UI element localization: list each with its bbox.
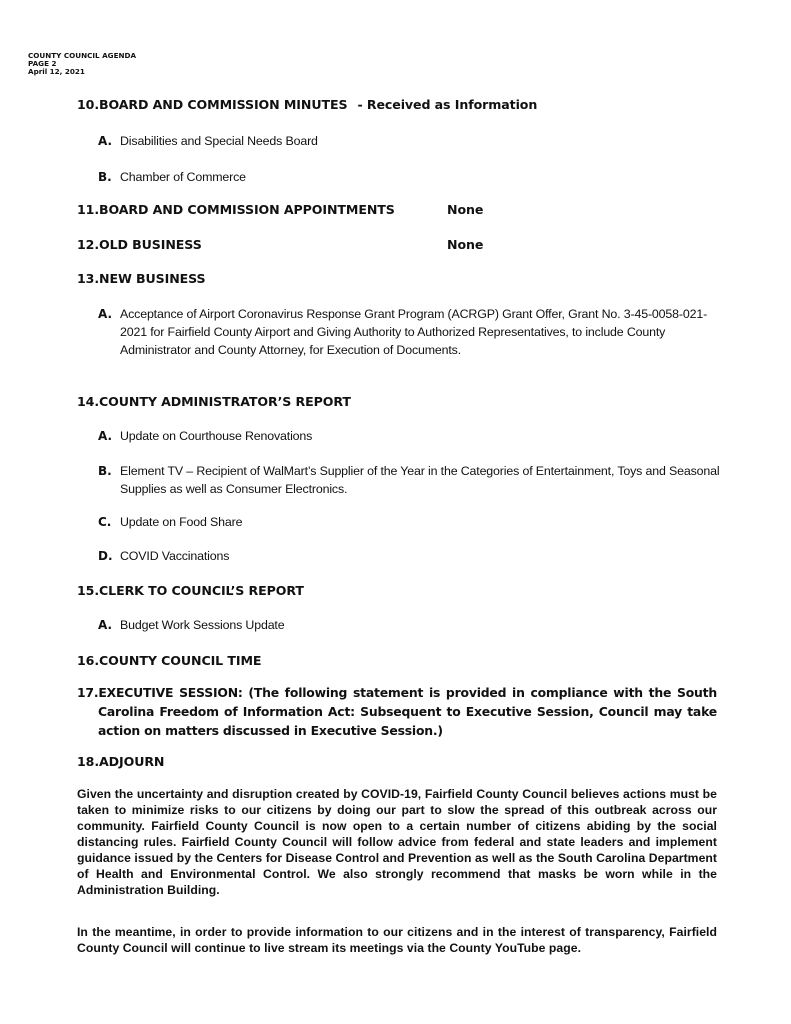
section-number: 16. (77, 653, 100, 668)
section-12-heading (77, 237, 484, 252)
header-date: April 12, 2021 (28, 67, 85, 76)
section-number: 14. (77, 394, 100, 409)
section-status: None (447, 202, 484, 217)
section-title: NEW BUSINESS (99, 271, 206, 286)
section-number: 15. (77, 583, 100, 598)
header-agenda-title: COUNTY COUNCIL AGENDA (28, 51, 137, 60)
item-text: Update on Food Share (120, 515, 243, 529)
section-17-paragraph (77, 683, 717, 740)
item-text: Update on Courthouse Renovations (120, 429, 313, 443)
page-header (28, 52, 136, 76)
section-10-item-a (98, 132, 720, 150)
section-title: EXECUTIVE SESSION: (98, 685, 243, 700)
section-number: 18. (77, 754, 100, 769)
section-13-heading (77, 271, 206, 286)
livestream-notice-paragraph: In the meantime, in order to provide information to our citizens and in the interest of transparency, Fairfield County Council will continue to live stream its meetings via the County YouTube page. (77, 925, 717, 955)
item-text: Budget Work Sessions Update (120, 618, 285, 632)
item-letter: B. (98, 170, 112, 184)
item-letter: A. (98, 307, 113, 321)
section-14-heading (77, 394, 351, 409)
section-14-item-c (98, 513, 720, 531)
header-page-number: PAGE 2 (28, 59, 57, 68)
section-title: CLERK TO COUNCIL’S REPORT (99, 583, 304, 598)
section-title: BOARD AND COMMISSION APPOINTMENTS (99, 202, 395, 217)
section-suffix: - Received as Information (357, 97, 538, 112)
item-letter: A. (98, 618, 113, 632)
item-letter: B. (98, 464, 112, 478)
section-14-item-b (98, 462, 720, 498)
section-16-heading (77, 653, 261, 668)
section-title: ADJOURN (99, 754, 165, 769)
item-text: Disabilities and Special Needs Board (120, 134, 318, 148)
item-text: Element TV – Recipient of WalMart’s Supplier of the Year in the Categories of Entertainment, Toys and Seasonal Supplies as well as Consumer Electronics. (120, 464, 720, 496)
section-18-heading (77, 754, 164, 769)
section-title: OLD BUSINESS (99, 237, 202, 252)
section-number: 10. (77, 97, 100, 112)
section-title: COUNTY COUNCIL TIME (99, 653, 262, 668)
covid-notice-paragraph: Given the uncertainty and disruption created by COVID-19, Fairfield County Council believes actions must be taken to minimize risks to our citizens by doing our part to slow the spread of this outbreak across our community. Fairfield County Council is now open to a certain number of citizens abiding by the social distancing rules. Fairfield County Council will follow advice from federal and state leaders and implement guidance issued by the Centers for Disease Control and Prevention as well as the South Carolina Department of Health and Environmental Control. We also strongly recommend that masks be worn while in the Administration Building. (77, 787, 717, 897)
section-10-heading (77, 97, 537, 112)
item-letter: A. (98, 134, 113, 148)
section-number: 11. (77, 202, 100, 217)
item-text: Acceptance of Airport Coronavirus Response Grant Program (ACRGP) Grant Offer, Grant No. 3-45-0058-021-2021 for Fairfield County Airport and Giving Authority to Authorized Representatives, to include County Administrator and County Attorney, for Execution of Documents. (120, 307, 708, 357)
section-17-executive-session (77, 683, 717, 740)
item-text: Chamber of Commerce (120, 170, 246, 184)
section-11-heading (77, 202, 484, 217)
section-13-item-a (98, 305, 720, 359)
item-letter: C. (98, 515, 112, 529)
section-number: 17. (77, 685, 99, 700)
section-number: 12. (77, 237, 100, 252)
section-15-heading (77, 583, 304, 598)
section-15-item-a (98, 616, 720, 634)
section-10-item-b (98, 168, 720, 186)
section-status: None (447, 237, 484, 252)
section-title: COUNTY ADMINISTRATOR’S REPORT (99, 394, 351, 409)
section-title: BOARD AND COMMISSION MINUTES (99, 97, 348, 112)
section-14-item-a (98, 427, 720, 445)
section-14-item-d (98, 547, 720, 565)
section-statement: (The following statement is provided in compliance with the South Carolina Freedom of Information Act: Subsequent to Executive Session, Council may take action on matters discussed in Executive Session.) (98, 685, 717, 738)
item-letter: A. (98, 429, 113, 443)
item-text: COVID Vaccinations (120, 549, 230, 563)
item-letter: D. (98, 549, 113, 563)
section-number: 13. (77, 271, 100, 286)
